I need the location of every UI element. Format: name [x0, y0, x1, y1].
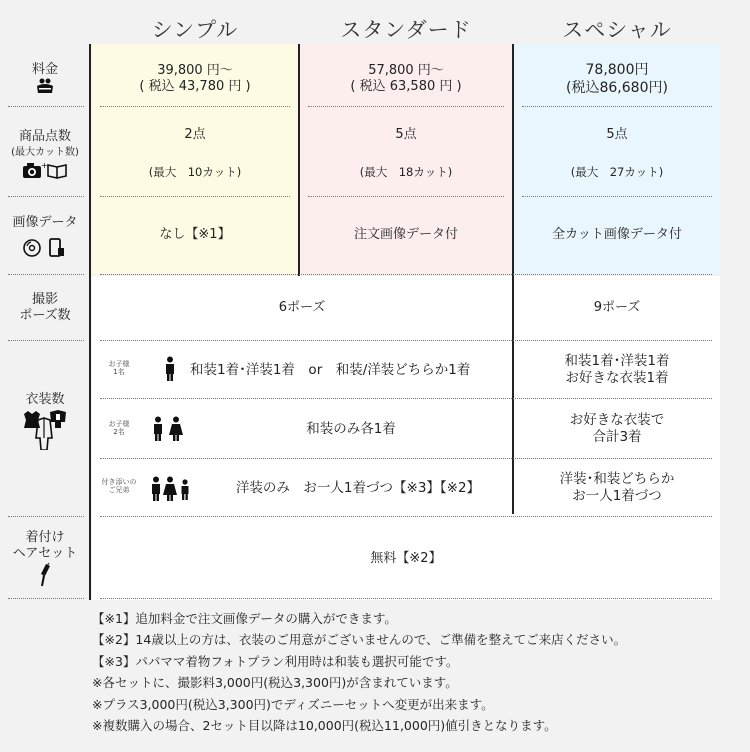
count-label: 商品点数 — [18, 129, 71, 144]
footnote-6: ※複数購入の場合、2セット目以降は10,000円(税込11,000円)値引きとなります。 — [92, 718, 557, 734]
two-children-tag-line1: お子様 — [108, 420, 130, 428]
siblings-special-line1: 洋装･和装どちらか — [559, 471, 675, 487]
pose-label-line1: 撮影 — [31, 292, 58, 307]
two-children-costume: 和装のみ各1着 — [306, 421, 396, 437]
price-simple-main: 39,800 円〜 — [157, 63, 233, 78]
row-separator — [100, 340, 712, 341]
price-standard-main: 57,800 円〜 — [368, 63, 444, 78]
price-special — [514, 54, 720, 104]
one-child-tag — [104, 360, 134, 376]
siblings-special-line2: お一人1着づつ — [572, 488, 662, 504]
footnote-4: ※各セットに、撮影料3,000円(税込3,300円)が含まれています。 — [92, 675, 458, 691]
count-special-main: 5点 — [606, 126, 628, 142]
purse-icon — [35, 78, 55, 94]
siblings-costume: 洋装のみ お一人1着づつ【※3】【※2】 — [235, 480, 481, 496]
pose-label-line2: ポーズ数 — [19, 308, 71, 323]
pose-simple-standard: 6ポーズ — [278, 300, 326, 315]
image-standard: 注文画像データ付 — [353, 227, 458, 242]
camera-album-icon — [22, 161, 68, 179]
price-simple — [92, 54, 298, 104]
row-separator — [8, 516, 84, 517]
two-children-special-line2: 合計3着 — [592, 429, 642, 445]
row-separator — [308, 106, 504, 107]
dressing-label-line2: ヘアセット — [12, 546, 78, 561]
disc-phone-icon — [22, 237, 68, 259]
one-child-tag-line1: お子様 — [108, 360, 130, 368]
one-child-tag-line2: 1名 — [113, 368, 125, 376]
row-separator — [100, 106, 290, 107]
one-child-special-line2: お好きな衣装1着 — [565, 370, 669, 386]
count-simple-main: 2点 — [184, 126, 206, 142]
comb-icon — [37, 562, 53, 588]
image-simple: なし【※1】 — [159, 227, 231, 242]
count-standard — [300, 116, 512, 190]
price-standard-tax: ( 税込 63,580 円 ) — [350, 79, 462, 94]
image-special: 全カット画像データ付 — [552, 227, 682, 242]
row-separator — [8, 340, 84, 341]
two-children-special-line1: お好きな衣装で — [569, 412, 665, 428]
row-separator — [522, 196, 712, 197]
two-children-costume-special — [514, 402, 720, 456]
plan-header-standard: スタンダード — [340, 18, 472, 42]
footnote-2: 【※2】14歳以上の方は、衣装のご用意がございませんので、ご準備を整えてご来店ください。 — [92, 632, 627, 648]
footnote-1: 【※1】追加料金で注文画像データの購入ができます。 — [92, 611, 397, 626]
row-label-pose — [0, 280, 90, 336]
siblings-tag-line2: ご兄弟 — [108, 486, 130, 494]
siblings-figure-icon — [150, 476, 192, 502]
child-figure-icon — [164, 356, 176, 382]
siblings-costume-special — [514, 462, 720, 514]
row-separator — [8, 106, 84, 107]
row-label-price — [0, 52, 90, 104]
costume-label: 衣装数 — [25, 392, 65, 407]
row-separator — [8, 274, 84, 275]
row-separator — [100, 598, 712, 599]
row-separator — [522, 106, 712, 107]
price-special-main: 78,800円 — [585, 62, 649, 78]
footnote-3: 【※3】パパママ着物フォトプラン利用時は和装も選択可能です。 — [92, 653, 459, 669]
one-child-costume-special — [514, 346, 720, 394]
count-standard-max: (最大 18カット) — [359, 164, 453, 179]
costume-icon — [22, 408, 68, 450]
row-separator — [100, 274, 712, 275]
dressing-value: 無料【※2】 — [370, 551, 442, 566]
row-label-count — [0, 116, 90, 192]
one-child-special-line1: 和装1着･洋装1着 — [564, 353, 670, 369]
price-label: 料金 — [31, 62, 58, 77]
row-separator — [8, 598, 84, 599]
row-separator — [100, 516, 712, 517]
row-separator — [100, 398, 712, 399]
two-children-figure-icon — [152, 416, 184, 442]
svg-text:+: + — [41, 161, 48, 170]
price-simple-tax: ( 税込 43,780 円 ) — [139, 79, 251, 94]
siblings-tag — [98, 478, 140, 494]
footnotes — [92, 608, 626, 736]
row-separator — [100, 458, 712, 459]
one-child-costume: 和装1着･洋装1着 or 和装/洋装どちらか1着 — [190, 362, 471, 378]
count-simple-max: (最大 10カット) — [148, 164, 242, 179]
row-separator — [308, 196, 504, 197]
count-special — [514, 116, 720, 190]
siblings-tag-line1: 付き添いの — [101, 478, 137, 486]
count-sublabel: (最大カット数) — [11, 147, 79, 158]
price-standard — [300, 54, 512, 104]
footnote-5: ※プラス3,000円(税込3,300円)でディズニーセットへ変更が出来ます。 — [92, 696, 494, 712]
price-special-tax: (税込86,680円) — [566, 80, 668, 96]
plan-header-special: スペシャル — [562, 18, 672, 42]
pose-special: 9ポーズ — [593, 300, 641, 315]
count-simple — [92, 116, 298, 190]
count-standard-main: 5点 — [395, 126, 417, 142]
row-separator — [100, 196, 290, 197]
dressing-label-line1: 着付け — [25, 530, 65, 545]
count-special-max: (最大 27カット) — [570, 164, 664, 179]
row-label-image — [0, 204, 90, 270]
image-label: 画像データ — [12, 215, 78, 230]
two-children-tag-line2: 2名 — [113, 428, 125, 436]
two-children-tag — [104, 420, 134, 436]
row-separator — [8, 196, 84, 197]
row-label-costume — [0, 384, 90, 458]
row-label-dressing — [0, 524, 90, 594]
plan-header-simple: シンプル — [151, 18, 239, 42]
